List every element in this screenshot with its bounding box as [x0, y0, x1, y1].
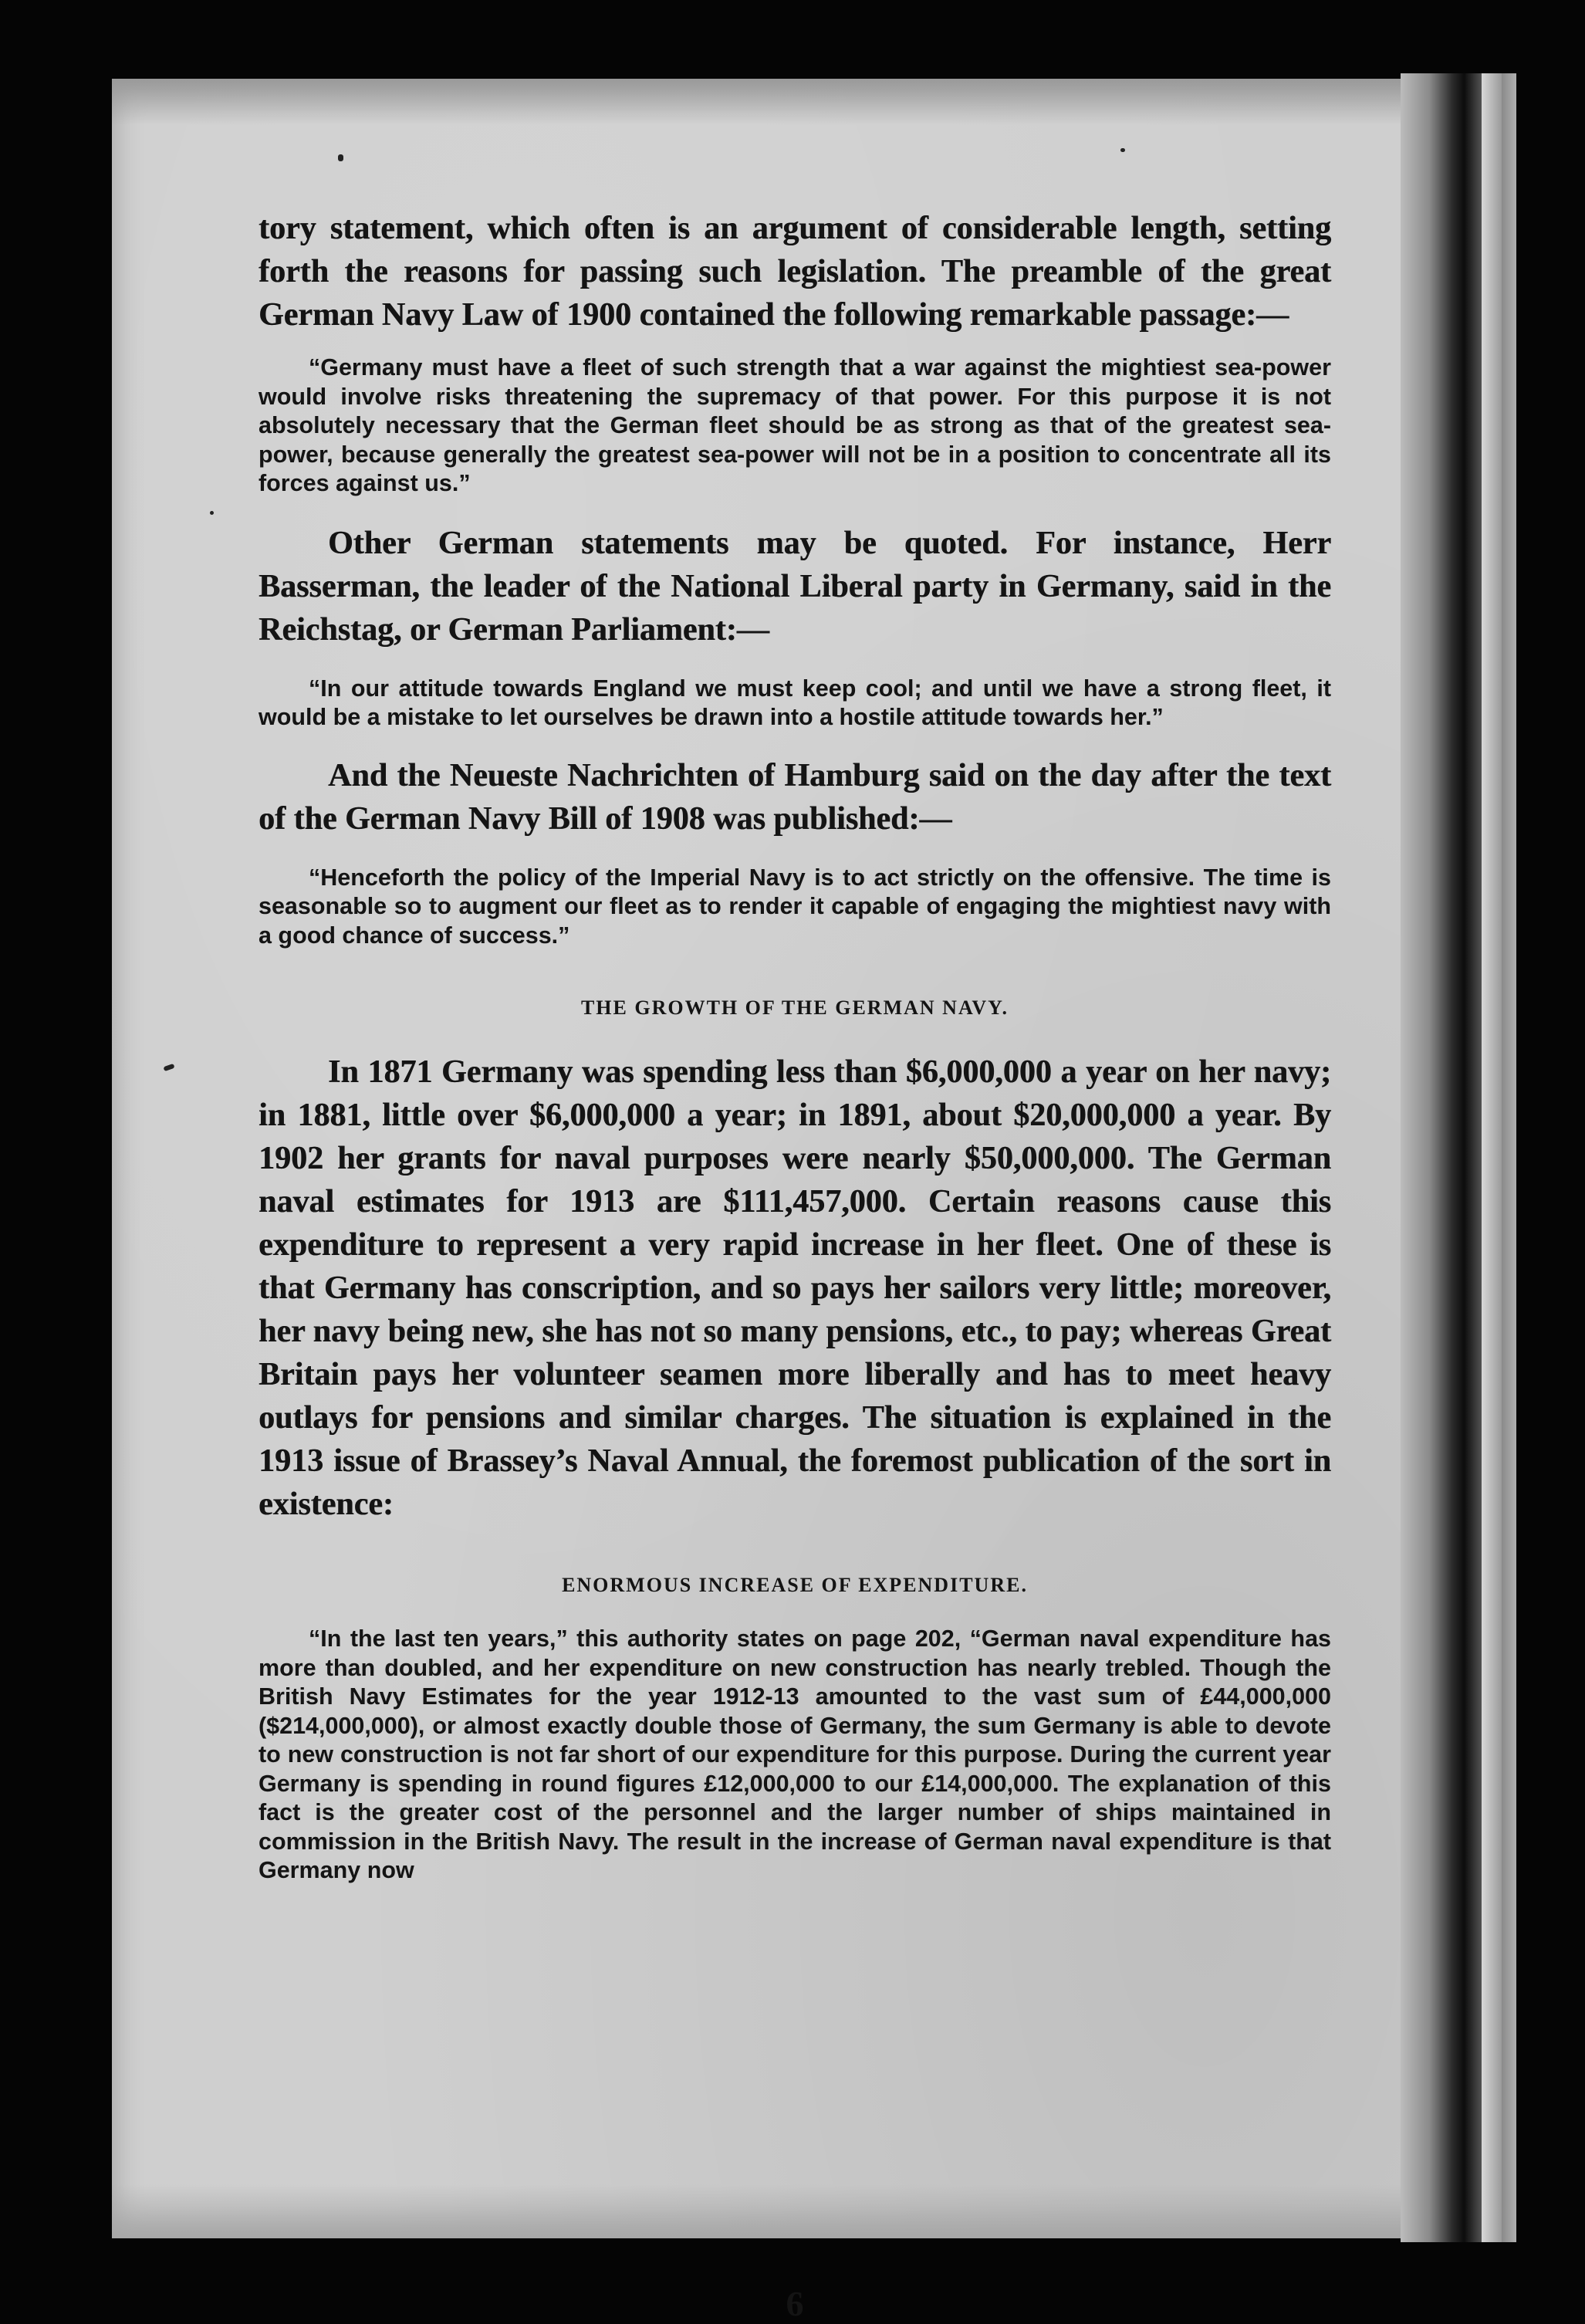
book-binding-strip [1482, 73, 1502, 2242]
section-heading-expenditure: ENORMOUS INCREASE OF EXPENDITURE. [562, 1574, 1028, 1596]
paragraph-growth: In 1871 Germany was spending less than $6,000,000 a year on her navy; in 1881, little over $6,000,000 a year; in 1891, about $20,000,000 a year. By 1902 her grants for naval purposes were nearly $50,000,000. The German naval estimates for 1913 are $111,457,000. Certain reasons cause this expenditure to represent a very rapid increase in her fleet. One of these is that Germany has conscription, and so pays her sailors very little; moreover, her navy being new, she has not so many pensions, etc., to pay; whereas Great Britain pays her volunteer seamen more liberally and has to meet heavy outlays for pensions and similar charges. The situation is explained in the 1913 issue of Brassey’s Naval Annual, the foremost publication of the sort in existence: [259, 1054, 1331, 1522]
scan-speck [210, 511, 214, 515]
quote-basserman: “In our attitude towards England we must keep cool; and until we have a strong fleet, it would be a mistake to let ourselves be drawn into a hostile attitude towards her.” [259, 675, 1331, 730]
quote-hamburg: “Henceforth the policy of the Imperial Navy is to act strictly on the offensive. The time is seasonable so to augment our fleet as to render it capable of engaging the mightiest navy with a good chance of success.” [259, 864, 1331, 949]
paragraph-basserman: Other German statements may be quoted. For instance, Herr Basserman, the leader of the National Liberal party in Germany, said in the Reichstag, or German Parliament:— [259, 525, 1331, 648]
section-heading-growth: THE GROWTH OF THE GERMAN NAVY. [580, 996, 1009, 1019]
paragraph-hamburg: And the Neueste Nachrichten of Hamburg said on the day after the text of the German Navy Bill of 1908 was published:— [259, 757, 1331, 837]
quote-navy-law-1900: “Germany must have a fleet of such strength that a war against the mightiest sea-power would involve risks threatening the supremacy of that power. For this purpose it is not absolutely necessary that the German fleet should be as strong as that of the greatest sea-power, because generally the greatest sea-power will not be in a position to concentrate all its forces against us.” [259, 354, 1331, 496]
scan-speck [1120, 148, 1125, 152]
page-bottom-shade [112, 2184, 1478, 2238]
quote-brassey: “In the last ten years,” this authority states on page 202, “German naval expenditure has more than doubled, and her expenditure on new construction has nearly trebled. Though the British Navy Estimates for the year 1912-13 amounted to the vast sum of £44,000,000 ($214,000,000), or almost exactly double those of Germany, the sum Germany is able to devote to new construction is not far short of our expenditure for this purpose. During the current year Germany is spending in round figures £12,000,000 to our £14,000,000. The explanation of this fact is the greater cost of the personnel and the larger number of ships maintained in commission in the British Navy. The result in the increase of German naval expenditure is that Germany now [259, 1625, 1331, 1883]
page-content [259, 207, 1331, 2323]
page-number: 6 [786, 2284, 804, 2323]
paragraph-preamble: tory statement, which often is an argument of considerable length, setting forth the reasons for passing such legislation. The preamble of the great German Navy Law of 1900 contained the following remarkable passage:— [259, 211, 1331, 333]
page-top-shade [112, 79, 1478, 125]
scan-speck [338, 154, 343, 161]
